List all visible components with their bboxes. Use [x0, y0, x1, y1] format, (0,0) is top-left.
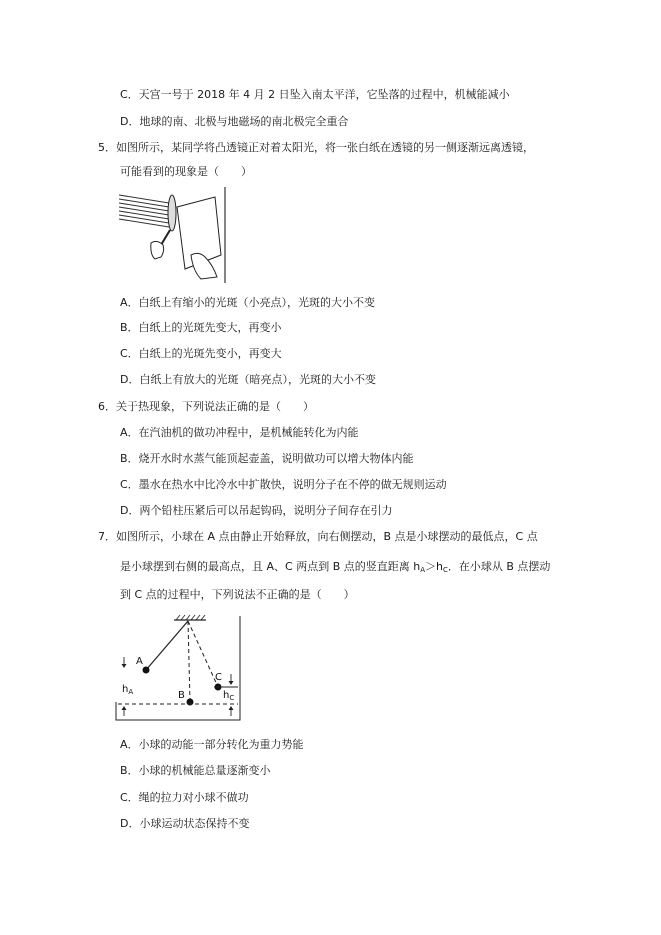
q5-stem-line2: 可能看到的现象是（ ）: [120, 165, 252, 178]
q7-stem-line2-c: ．在小球从 B 点摆动: [447, 560, 551, 573]
q5-option-c: C．白纸上的光斑先变小，再变大: [120, 347, 282, 360]
sun-rays: [119, 195, 169, 227]
q7-stem-line2: [120, 560, 550, 577]
label-ha: [122, 684, 133, 696]
q6-stem: 6．关于热现象，下列说法正确的是（ ）: [98, 400, 314, 413]
q6-option-b: B．烧开水时水蒸气能顶起壶盖，说明做功可以增大物体内能: [120, 452, 414, 465]
label-a: A: [136, 656, 143, 667]
q5-stem-line1: 5．如图所示，某同学将凸透镜正对着太阳光，将一张白纸在透镜的另一侧逐渐远离透镜，: [98, 141, 534, 154]
convex-lens: [168, 195, 176, 231]
rope-to-b: [188, 621, 190, 702]
q7-option-d: D．小球运动状态保持不变: [120, 817, 250, 830]
ball-a: [143, 667, 150, 674]
q7-stem-line2-b: ＞h: [425, 560, 443, 573]
label-c: C: [215, 672, 222, 683]
q7-stem-line3: 到 C 点的过程中，下列说法不正确的是（ ）: [120, 588, 355, 601]
rope-to-a: [146, 621, 188, 670]
label-hc-sub: C: [229, 694, 235, 702]
label-ha-sub: A: [128, 688, 134, 696]
ceiling-hatch: [176, 615, 205, 620]
q6-option-a: A．在汽油机的做功冲程中，是机械能转化为内能: [120, 426, 359, 439]
q7-pendulum-figure: [114, 612, 250, 724]
rope-to-c: [188, 621, 218, 687]
label-b: B: [178, 690, 185, 701]
option-prev-d: D．地球的南、北极与地磁场的南北极完全重合: [120, 115, 349, 128]
label-hc-h: h: [223, 690, 230, 701]
label-ha-h: h: [122, 684, 129, 695]
q7-sub-hc: C: [443, 566, 448, 574]
left-hand-icon: [151, 241, 164, 259]
q6-option-d: D．两个铅柱压紧后可以吊起钩码，说明分子间存在引力: [120, 504, 393, 517]
q7-option-a: A．小球的动能一部分转化为重力势能: [120, 738, 304, 751]
q7-option-c: C．绳的拉力对小球不做功: [120, 791, 249, 804]
q7-sub-ha: A: [420, 566, 426, 574]
q5-option-b: B．白纸上的光斑先变大，再变小: [120, 321, 282, 334]
q5-lens-figure: [117, 185, 237, 285]
q7-option-b: B．小球的机械能总量逐渐变小: [120, 764, 271, 777]
q7-stem-line1: 7．如图所示，小球在 A 点由静止开始释放，向右侧摆动，B 点是小球摆动的最低点，C 点: [98, 530, 538, 543]
q5-option-a: A．白纸上有缩小的光斑（小亮点），光斑的大小不变: [120, 296, 376, 309]
q6-option-c: C．墨水在热水中比冷水中扩散快，说明分子在不停的做无规则运动: [120, 478, 447, 491]
q5-option-d: D．白纸上有放大的光斑（暗亮点），光斑的大小不变: [120, 373, 376, 386]
q7-stem-line2-a: 是小球摆到右侧的最高点，且 A、C 两点到 B 点的竖直距离 h: [120, 560, 421, 573]
label-hc: [223, 690, 234, 702]
option-prev-c: C．天宫一号于 2018 年 4 月 2 日坠入南太平洋，它坠落的过程中，机械能减小: [120, 88, 510, 101]
